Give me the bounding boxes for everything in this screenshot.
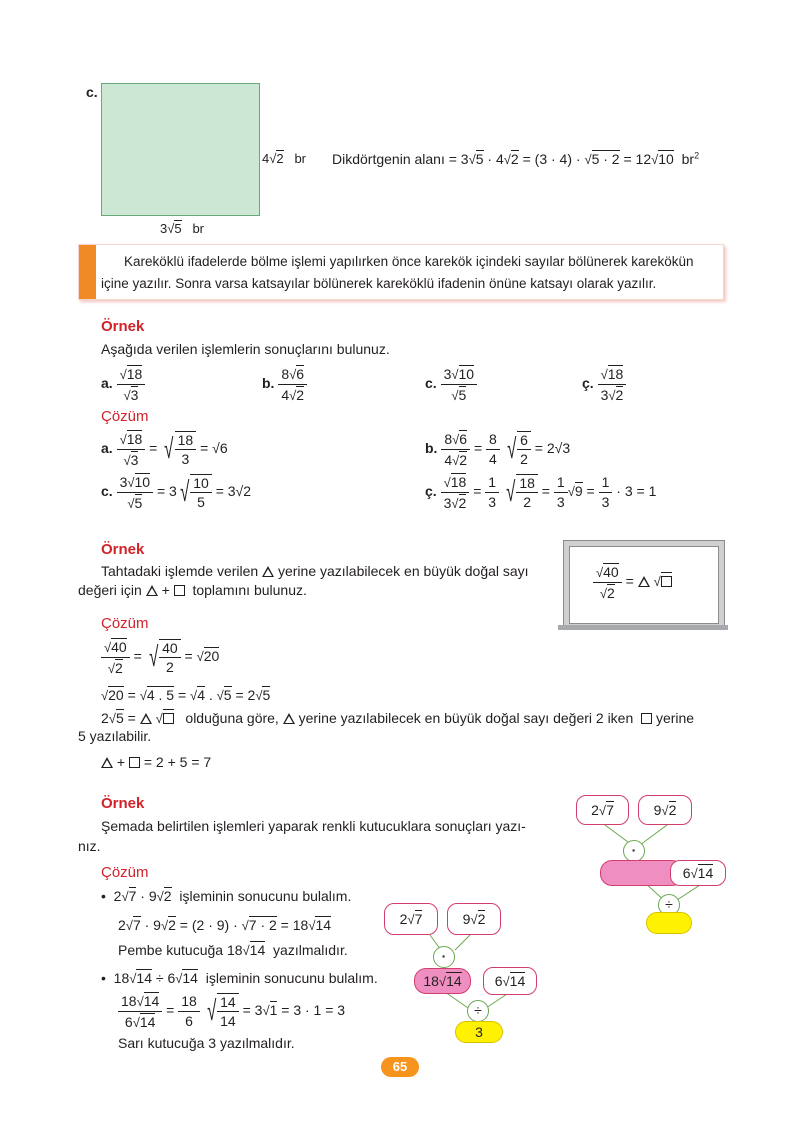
example2-heading: Örnek (101, 541, 145, 558)
rectangle-figure (101, 83, 260, 216)
diagram-empty-box-left: 2√7 (576, 795, 629, 825)
example2-prompt-line1: Tahtadaki işlemde verilen yerine yazılabilecek en büyük doğal sayı (101, 563, 529, 579)
diagram-filled-box-right: 9√2 (447, 903, 501, 935)
blackboard-ledge (558, 625, 728, 630)
example2-solution-heading: Çözüm (101, 615, 149, 632)
rect-area-formula: Dikdörtgenin alanı = 3√5 · 4√2 = (3 · 4) · √5 · 2 = 12√10 $br^2$ (332, 150, 700, 167)
part-c-label: c. (86, 84, 98, 100)
diagram-filled-mult-op: · (433, 946, 455, 968)
ex2-step3-cont: 5 yazılabilir. (78, 728, 152, 744)
rule-box-bar (79, 245, 96, 299)
ex2-step3: 2√5 = √ olduğuna göre, yerine yazılabilecek en büyük doğal sayı değeri 2 iken yerine (101, 710, 695, 726)
ex1-solution-a: a. $\frac{√18}{√3}$ = √ $\frac{18}{3}$ = √6 (101, 431, 228, 468)
example1-prompt: Aşağıda verilen işlemlerin sonuçlarını bulunuz. (101, 341, 390, 357)
ex3-calc2: $\frac{18√14}{6√14}$ = $\frac{18}{6}$ √ $\frac{14}{14}$ = 3√1 = 3 · 1 = 3 (118, 992, 345, 1031)
ex3-bullet2: • 18√14 ÷ 6√14 işleminin sonucunu bulalım. (101, 970, 378, 986)
ex2-step4: + = 2 + 5 = 7 (101, 754, 211, 770)
diagram-filled-yellow-box: 3 (455, 1021, 503, 1043)
ex1-solution-cc: ç. $\frac{√18}{3√2}$ = $\frac{1}{3}$ √ $\frac{18}{2}$ = $\frac{1}{3}$ √9 = $\frac{1}{3}$ · 3 = 1 (425, 474, 657, 511)
example3-heading: Örnek (101, 795, 145, 812)
ex1-problem-a: a. $\frac{√18}{√3}$ (101, 365, 145, 404)
diagram-filled-div-op: ÷ (467, 1000, 489, 1022)
ex1-solution-c: c. $\frac{3√10}{√5}$ = 3 √ $\frac{10}{5}$ = 3√2 (101, 474, 252, 511)
diagram-filled-box-mid: 6√14 (483, 967, 537, 995)
ex3-calc1: 2√7 · 9√2 = (2 · 9) · √7 · 2 = 18√14 (118, 917, 332, 933)
example2-prompt-line2: değeri için + toplamını bulunuz. (78, 582, 307, 598)
example3-prompt-line1: Şemada belirtilen işlemleri yaparak renkli kutucuklara sonuçları yazı- (101, 818, 526, 834)
rule-box (78, 244, 724, 300)
example3-solution-heading: Çözüm (101, 864, 149, 881)
diagram-empty-mult-op: · (623, 840, 645, 862)
diagram-empty-box-right: 9√2 (638, 795, 692, 825)
blackboard (564, 541, 724, 629)
ex1-problem-c: c. $\frac{3√10}{√5}$ (425, 365, 477, 404)
rule-line-1: Kareköklü ifadelerde bölme işlemi yapılırken önce karekök içindeki sayılar bölünerek karekökün (124, 254, 694, 269)
ex1-solution-b: b. $\frac{8√6}{4√2}$ = $\frac{8}{4}$ √ $\frac{6}{2}$ = 2√3 (425, 431, 571, 468)
page-number: 65 (381, 1057, 419, 1077)
example1-solution-heading: Çözüm (101, 408, 149, 425)
ex3-pink-line: Pembe kutucuğa 18√14 yazılmalıdır. (118, 942, 348, 958)
ex3-yellow-line: Sarı kutucuğa 3 yazılmalıdır. (118, 1035, 295, 1051)
triangle-symbol (262, 566, 274, 577)
blackboard-formula: $\frac{√40}{√2}$ = √ (593, 563, 672, 602)
rect-side-right: 4√2 br (262, 151, 307, 166)
diagram-empty-yellow-box[interactable] (646, 912, 692, 934)
ex2-step2: √20 = √4 . 5 = √4 . √5 = 2√5 (101, 687, 271, 703)
example3-prompt-line2: nız. (78, 838, 101, 854)
ex1-problem-cc: ç. $\frac{√18}{3√2}$ (582, 365, 626, 404)
rule-line-2: içine yazılır. Sonra varsa katsayılar bölünerek kareköklü ifadenin önüne katsayı olarak yazılır. (101, 276, 657, 291)
diagram-filled-pink-box: 18√14 (414, 968, 471, 994)
ex3-bullet1: • 2√7 · 9√2 işleminin sonucunu bulalım. (101, 888, 352, 904)
diagram-empty-box-mid: 6√14 (670, 860, 726, 886)
ex2-step1: $\frac{√40}{√2}$ = √ $\frac{40}{2}$ = √20 (101, 638, 219, 677)
ex1-problem-b: b. $\frac{8√6}{4√2}$ (262, 365, 307, 404)
example1-heading: Örnek (101, 318, 145, 335)
diagram-empty-div-op: ÷ (658, 894, 680, 916)
rect-side-bottom: 3√5 br (160, 221, 205, 236)
diagram-filled-box-left: 2√7 (384, 903, 438, 935)
